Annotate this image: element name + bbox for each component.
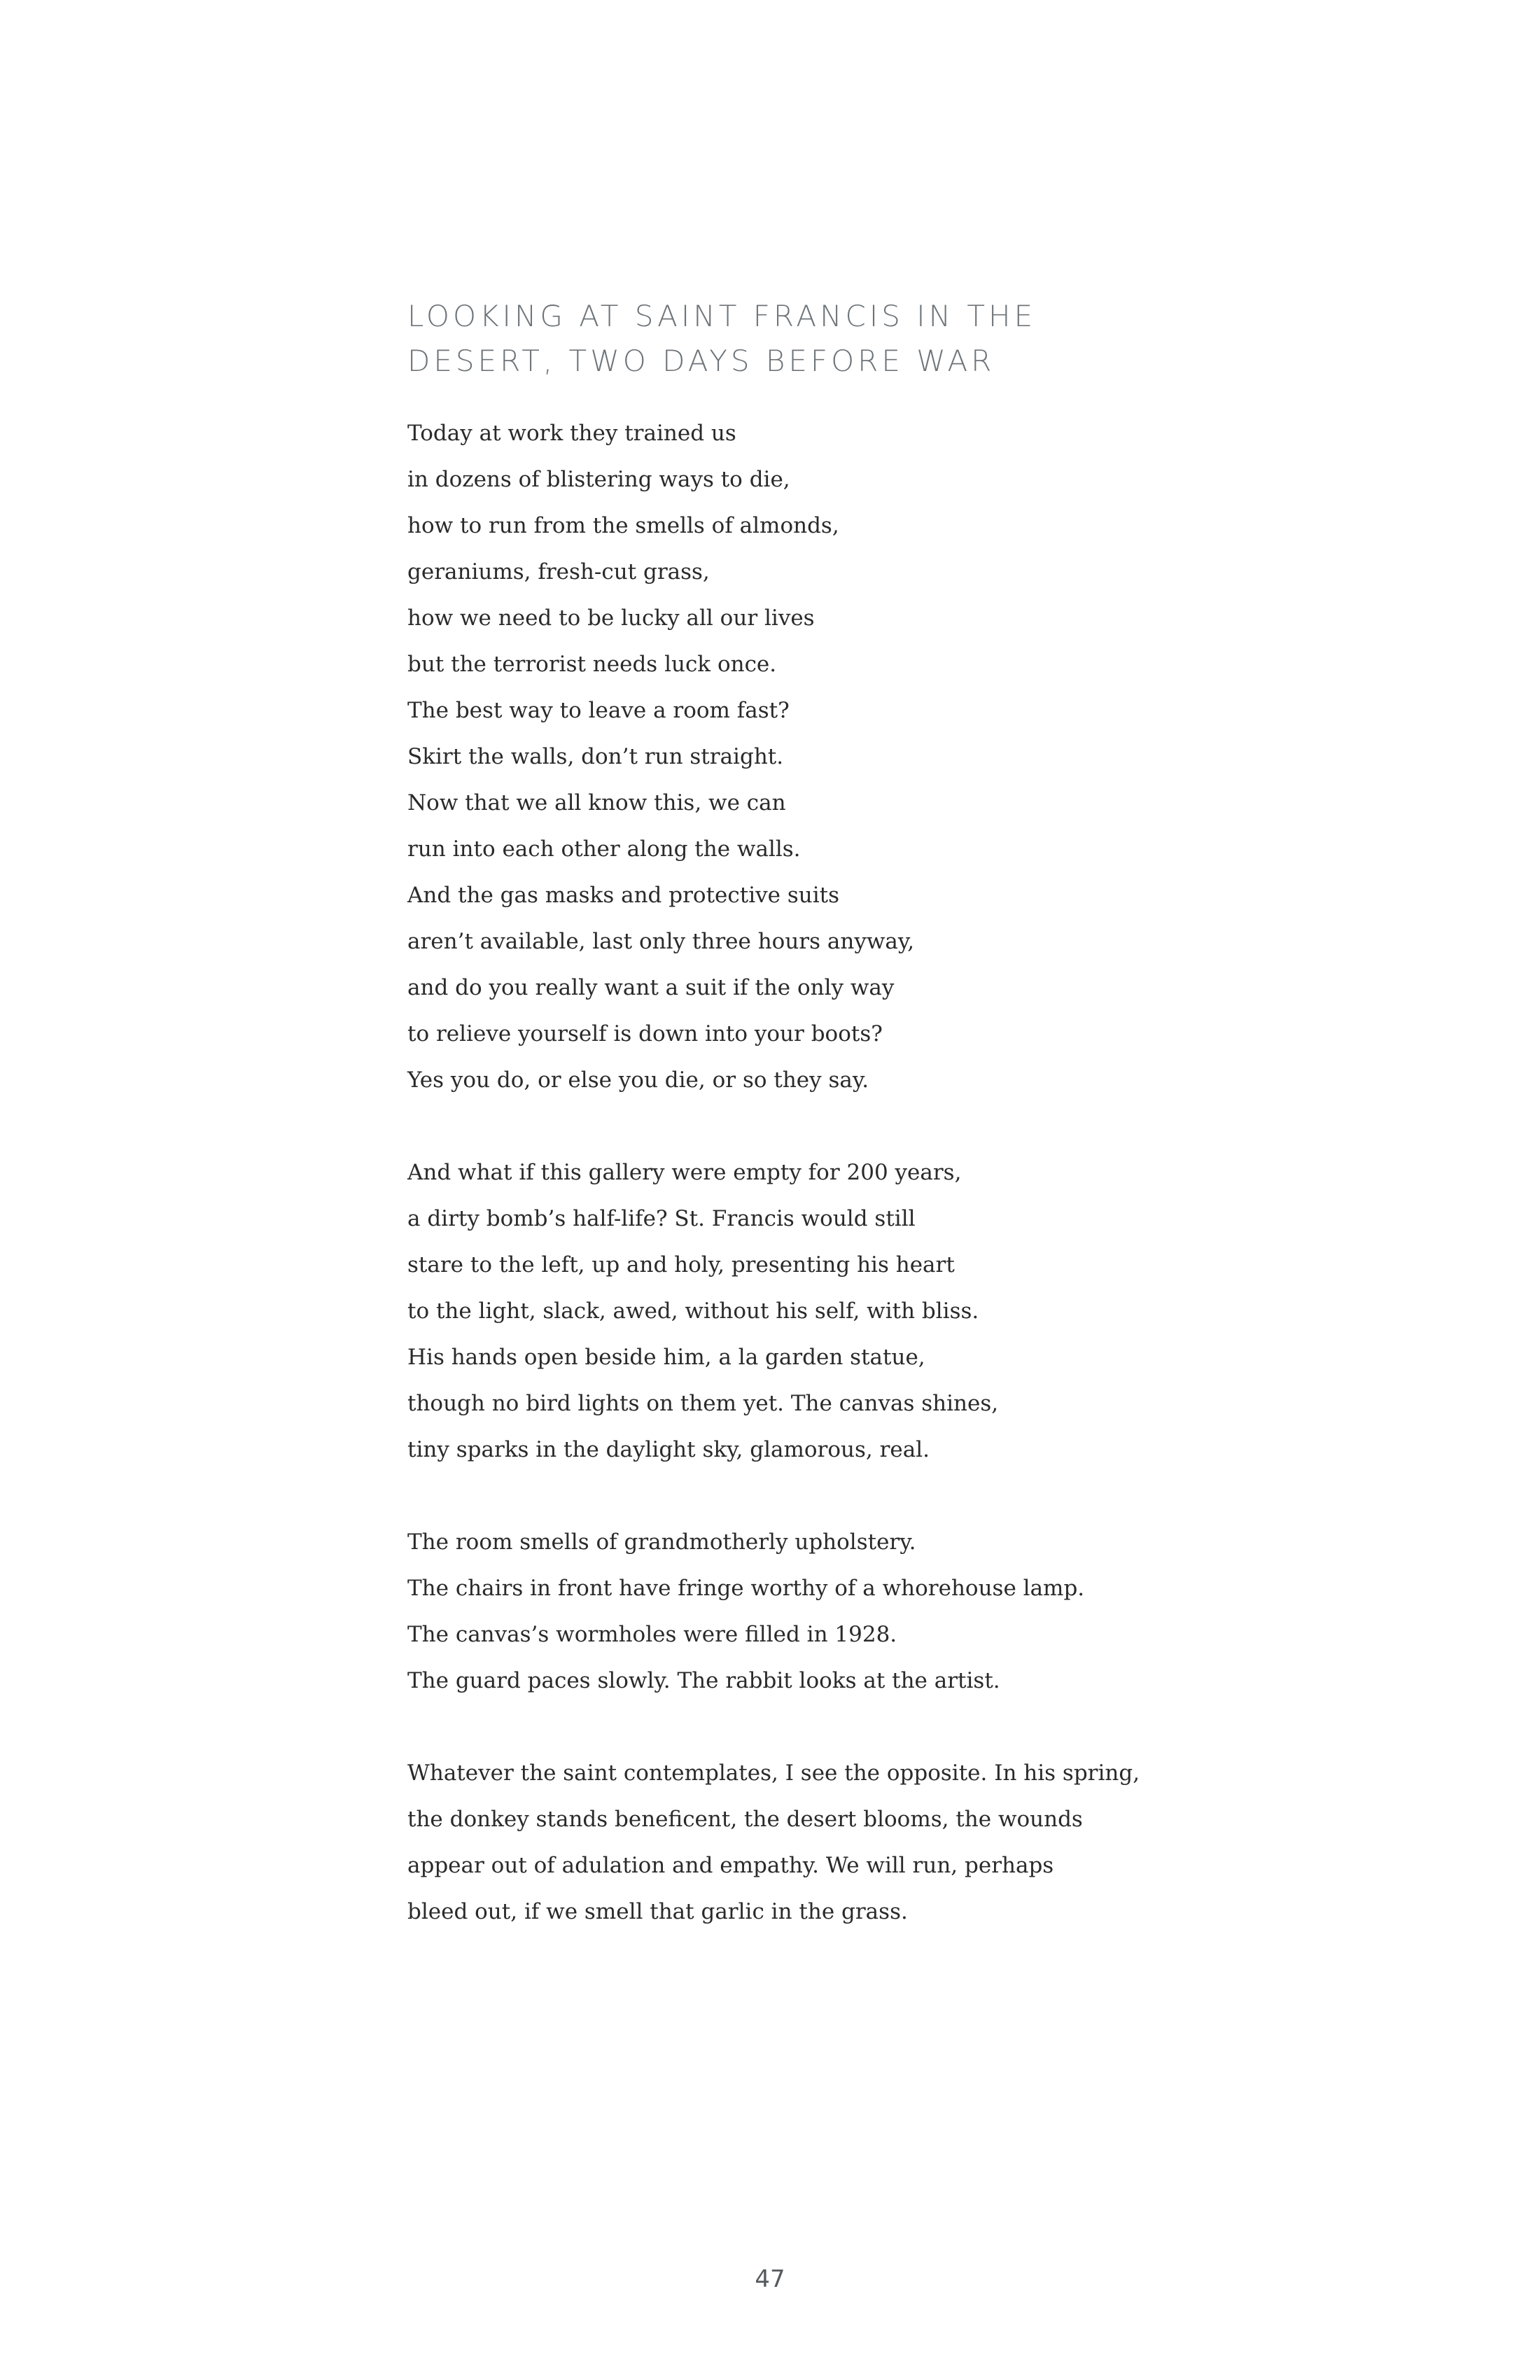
stanza-3 bbox=[407, 1519, 1247, 1704]
poem-line: The best way to leave a room fast? bbox=[407, 698, 790, 723]
poem-title bbox=[407, 294, 1177, 384]
poem-line: Today at work they trained us bbox=[407, 421, 736, 446]
poem-line: tiny sparks in the daylight sky, glamorous, real. bbox=[407, 1437, 930, 1462]
poem-title-line: DESERT, TWO DAYS BEFORE WAR bbox=[407, 344, 995, 379]
poem-line: run into each other along the walls. bbox=[407, 836, 801, 862]
poem-line: how we need to be lucky all our lives bbox=[407, 606, 815, 631]
stanza-4 bbox=[407, 1750, 1247, 1935]
poem-line: The guard paces slowly. The rabbit looks at the artist. bbox=[407, 1668, 1000, 1693]
poem-line: to the light, slack, awed, without his self, with bliss. bbox=[407, 1298, 979, 1324]
poem-line: The canvas’s wormholes were filled in 1928. bbox=[407, 1622, 897, 1647]
poem-line: but the terrorist needs luck once. bbox=[407, 652, 777, 677]
poem-line: aren’t available, last only three hours anyway, bbox=[407, 929, 915, 954]
poem-line: appear out of adulation and empathy. We will run, perhaps bbox=[407, 1853, 1054, 1878]
poem-line: bleed out, if we smell that garlic in the grass. bbox=[407, 1899, 908, 1924]
poem-line: His hands open beside him, a la garden statue, bbox=[407, 1345, 925, 1370]
poem-line: The room smells of grandmotherly upholstery. bbox=[407, 1530, 916, 1555]
poem-line: Whatever the saint contemplates, I see the opposite. In his spring, bbox=[407, 1760, 1140, 1786]
poem-line: though no bird lights on them yet. The canvas shines, bbox=[407, 1391, 999, 1416]
poem-line: the donkey stands beneficent, the desert blooms, the wounds bbox=[407, 1807, 1083, 1832]
page-number: 47 bbox=[755, 2265, 785, 2293]
poem-line: geraniums, fresh-cut grass, bbox=[407, 559, 710, 584]
poem-line: how to run from the smells of almonds, bbox=[407, 513, 839, 538]
poem-line: And what if this gallery were empty for 200 years, bbox=[407, 1160, 962, 1185]
poem-body bbox=[407, 410, 1247, 1981]
poem-line: a dirty bomb’s half-life? St. Francis would still bbox=[407, 1206, 916, 1231]
poem-line: and do you really want a suit if the only way bbox=[407, 975, 895, 1000]
stanza-2 bbox=[407, 1149, 1247, 1473]
poem-line: Skirt the walls, don’t run straight. bbox=[407, 744, 784, 769]
poem-line: to relieve yourself is down into your boots? bbox=[407, 1021, 883, 1046]
poem-line: Now that we all know this, we can bbox=[407, 790, 786, 816]
poem-line: stare to the left, up and holy, presenting his heart bbox=[407, 1252, 955, 1278]
poem-line: And the gas masks and protective suits bbox=[407, 883, 839, 908]
poem-line: in dozens of blistering ways to die, bbox=[407, 467, 790, 492]
poem-line: Yes you do, or else you die, or so they say. bbox=[407, 1068, 869, 1093]
poem-line: The chairs in front have fringe worthy of a whorehouse lamp. bbox=[407, 1576, 1085, 1601]
stanza-1 bbox=[407, 410, 1247, 1103]
poem-title-line: LOOKING AT SAINT FRANCIS IN THE bbox=[407, 299, 1037, 334]
